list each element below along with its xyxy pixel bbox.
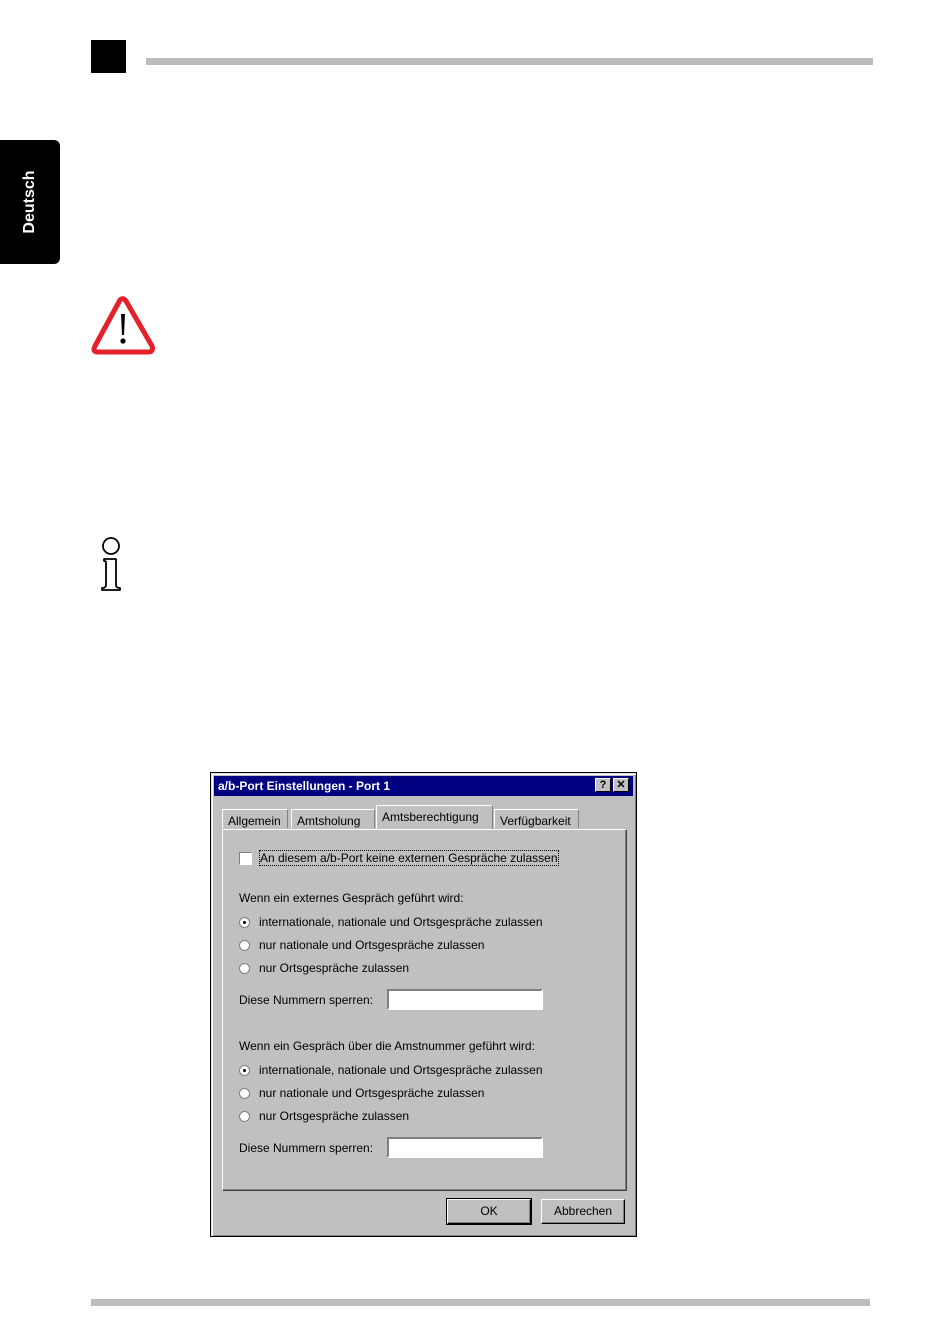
dialog-title: a/b-Port Einstellungen - Port 1 — [218, 779, 391, 793]
tab-verfuegbarkeit[interactable]: Verfügbarkeit — [494, 809, 579, 828]
footer-rule — [91, 1299, 870, 1306]
external-option-local-label: nur Ortsgespräche zulassen — [259, 961, 410, 975]
header-rule — [146, 58, 873, 65]
block-external-checkbox[interactable] — [239, 852, 252, 865]
language-label: Deutsch — [21, 170, 38, 234]
external-radio-all[interactable] — [239, 917, 250, 928]
external-block-numbers-input[interactable] — [387, 989, 543, 1010]
header-square — [91, 40, 126, 73]
port-settings-dialog — [210, 772, 637, 1237]
ok-button[interactable]: OK — [447, 1199, 531, 1224]
trunk-block-numbers-input[interactable] — [387, 1137, 543, 1158]
tab-amtsberechtigung[interactable]: Amtsberechtigung — [376, 805, 493, 829]
cancel-button[interactable]: Abbrechen — [541, 1199, 625, 1224]
block-external-label: An diesem a/b-Port keine externen Gespräche zulassen — [260, 851, 558, 865]
close-button[interactable]: ✕ — [613, 778, 629, 792]
tab-allgemein[interactable]: Allgemein — [222, 809, 288, 828]
block-external-row[interactable] — [239, 851, 558, 865]
tab-panel-amtsberechtigung — [222, 829, 627, 1191]
external-radio-local[interactable] — [239, 963, 250, 974]
warning-icon — [90, 296, 156, 356]
trunk-radio-local[interactable] — [239, 1111, 250, 1122]
trunk-radio-national[interactable] — [239, 1088, 250, 1099]
tab-amtsholung[interactable]: Amtsholung — [291, 809, 375, 828]
trunk-option-national-label: nur nationale und Ortsgespräche zulassen — [259, 1086, 485, 1100]
trunk-section-heading: Wenn ein Gespräch über die Amstnummer geführt wird: — [239, 1039, 535, 1053]
external-option-local[interactable] — [239, 961, 409, 975]
trunk-option-all-label: internationale, nationale und Ortsgespräche zulassen — [259, 1063, 543, 1077]
trunk-option-all[interactable] — [239, 1063, 543, 1077]
external-radio-national[interactable] — [239, 940, 250, 951]
external-option-national[interactable] — [239, 938, 484, 952]
external-section-heading: Wenn ein externes Gespräch geführt wird: — [239, 891, 464, 905]
external-option-all[interactable] — [239, 915, 543, 929]
trunk-option-local[interactable] — [239, 1109, 409, 1123]
external-option-national-label: nur nationale und Ortsgespräche zulassen — [259, 938, 485, 952]
trunk-option-local-label: nur Ortsgespräche zulassen — [259, 1109, 410, 1123]
trunk-block-numbers-label: Diese Nummern sperren: — [239, 1141, 374, 1155]
info-icon — [92, 535, 130, 593]
external-block-numbers-label: Diese Nummern sperren: — [239, 993, 374, 1007]
external-option-all-label: internationale, nationale und Ortsgespräche zulassen — [259, 915, 543, 929]
dialog-title-bar — [214, 776, 633, 796]
help-button[interactable]: ? — [595, 778, 611, 792]
language-side-tab — [0, 140, 60, 264]
trunk-radio-all[interactable] — [239, 1065, 250, 1076]
trunk-option-national[interactable] — [239, 1086, 484, 1100]
